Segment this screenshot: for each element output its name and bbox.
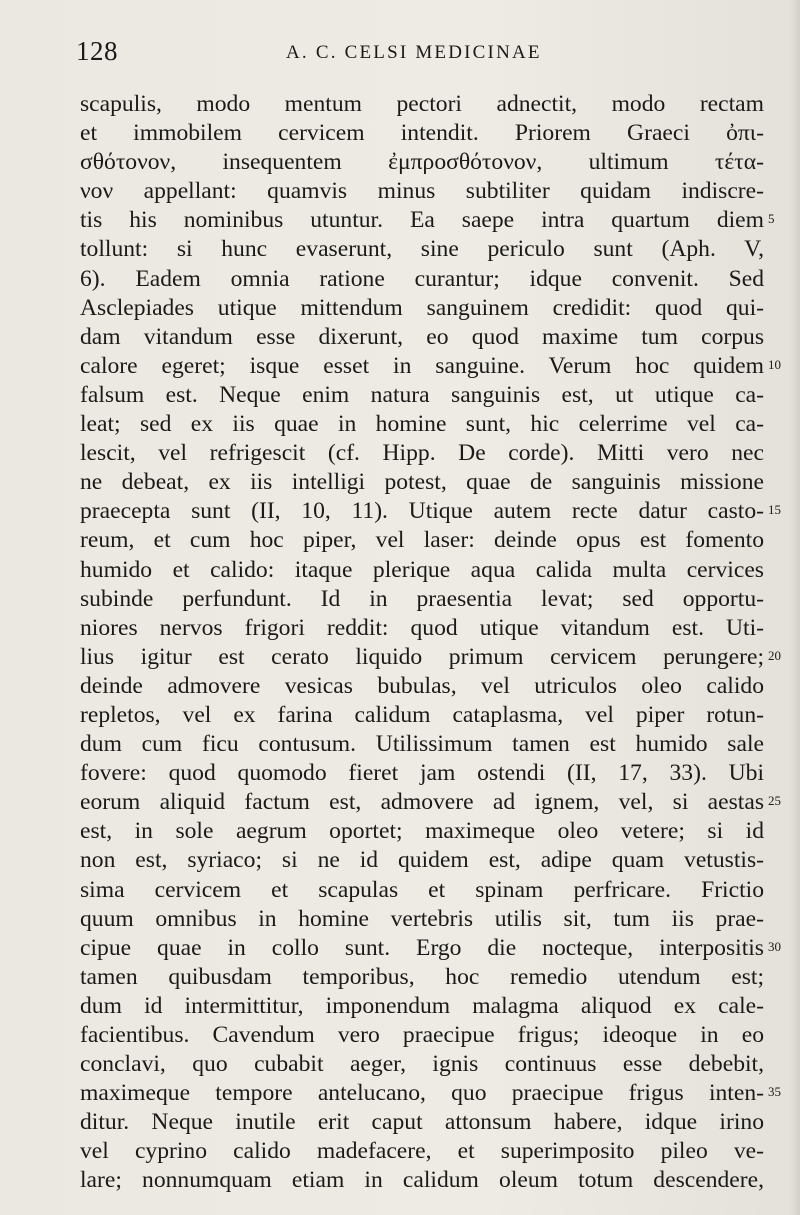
text-line bbox=[80, 410, 764, 439]
line-text: sima cervicem et scapulas et spinam perfricare. Frictio bbox=[80, 876, 764, 903]
line-number: 30 bbox=[768, 938, 781, 954]
line-number: 35 bbox=[768, 1084, 781, 1100]
line-text: non est, syriaco; si ne id quidem est, adipe quam vetustis- bbox=[80, 847, 764, 874]
text-line bbox=[80, 963, 764, 992]
line-text: fovere: quod quomodo fieret jam ostendi (II, 17, 33). Ubi bbox=[80, 760, 764, 787]
text-line bbox=[80, 759, 764, 788]
text-line bbox=[80, 119, 764, 148]
line-number: 15 bbox=[768, 502, 781, 518]
line-text: humido et calido: itaque plerique aqua calida multa cervices bbox=[80, 556, 764, 583]
line-text: eorum aliquid factum est, admovere ad ignem, vel, si aestas bbox=[80, 789, 764, 816]
text-line bbox=[80, 1021, 764, 1050]
text-line bbox=[80, 381, 764, 410]
text-line bbox=[80, 323, 764, 352]
line-number: 20 bbox=[768, 647, 781, 663]
line-text: subinde perfundunt. Id in praesentia levat; sed opportu- bbox=[80, 585, 764, 612]
body-text bbox=[80, 90, 781, 1196]
text-line bbox=[80, 148, 764, 177]
line-text: tamen quibusdam temporibus, hoc remedio utendum est; bbox=[80, 963, 764, 990]
text-line bbox=[80, 701, 764, 730]
line-text: conclavi, quo cubabit aeger, ignis continuus esse debebit, bbox=[80, 1051, 764, 1078]
line-text: calore egeret; isque esset in sanguine. Verum hoc quidem bbox=[80, 352, 764, 379]
line-text: 6). Eadem omnia ratione curantur; idque convenit. Sed bbox=[80, 265, 764, 292]
page-number: 128 bbox=[76, 36, 118, 66]
text-line bbox=[80, 265, 764, 294]
line-text: ditur. Neque inutile erit caput attonsum habere, idque irino bbox=[80, 1109, 764, 1136]
text-line bbox=[80, 730, 764, 759]
text-line bbox=[80, 177, 764, 206]
line-text: deinde admovere vesicas bubulas, vel utriculos oleo calido bbox=[80, 672, 764, 699]
line-text: ne debeat, ex iis intelligi potest, quae de sanguinis missione bbox=[80, 469, 764, 496]
line-text: lescit, vel refrigescit (cf. Hipp. De corde). Mitti vero nec bbox=[80, 440, 764, 467]
text-line bbox=[80, 556, 764, 585]
line-text: niores nervos frigori reddit: quod utique vitandum est. Uti- bbox=[80, 614, 764, 641]
line-text: dum cum ficu contusum. Utilissimum tamen est humido sale bbox=[80, 731, 764, 758]
line-text: dam vitandum esse dixerunt, eo quod maxime tum corpus bbox=[80, 323, 764, 350]
line-text: dum id intermittitur, imponendum malagma aliquod ex cale- bbox=[80, 992, 764, 1019]
text-line bbox=[80, 905, 764, 934]
text-line bbox=[80, 206, 775, 235]
text-line bbox=[80, 90, 764, 119]
line-number: 25 bbox=[768, 793, 781, 809]
text-line bbox=[80, 1166, 764, 1195]
running-title: A. C. CELSI MEDICINAE bbox=[286, 42, 542, 63]
text-line bbox=[80, 1108, 764, 1137]
text-line bbox=[80, 992, 764, 1021]
line-text: quum omnibus in homine vertebris utilis sit, tum iis prae- bbox=[80, 905, 764, 932]
line-text: praecepta sunt (II, 10, 11). Utique autem recte datur casto- bbox=[80, 498, 764, 525]
text-line bbox=[80, 934, 781, 963]
page-header bbox=[76, 36, 766, 70]
line-number: 10 bbox=[768, 356, 781, 372]
text-line bbox=[80, 439, 764, 468]
line-text: falsum est. Neque enim natura sanguinis est, ut utique ca- bbox=[80, 381, 764, 408]
line-text: σθότονον, insequentem ἐμπροσθότονον, ultimum τέτα- bbox=[80, 149, 764, 176]
line-text: tis his nominibus utuntur. Ea saepe intra quartum diem bbox=[80, 207, 764, 234]
text-line bbox=[80, 788, 781, 817]
line-number: 5 bbox=[768, 211, 775, 227]
text-line bbox=[80, 294, 764, 323]
text-line bbox=[80, 846, 764, 875]
text-line bbox=[80, 672, 764, 701]
text-line bbox=[80, 585, 764, 614]
text-line bbox=[80, 1079, 781, 1108]
line-text: et immobilem cervicem intendit. Priorem Graeci ὀπι- bbox=[80, 120, 764, 147]
line-text: repletos, vel ex farina calidum cataplasma, vel piper rotun- bbox=[80, 701, 764, 728]
text-line bbox=[80, 817, 764, 846]
text-line bbox=[80, 497, 781, 526]
line-text: tollunt: si hunc evaserunt, sine periculo sunt (Aph. V, bbox=[80, 236, 764, 263]
line-text: cipue quae in collo sunt. Ergo die nocteque, interpositis bbox=[80, 934, 764, 961]
line-text: scapulis, modo mentum pectori adnectit, modo rectam bbox=[80, 91, 764, 117]
text-line bbox=[80, 614, 764, 643]
text-line bbox=[80, 468, 764, 497]
line-text: lius igitur est cerato liquido primum cervicem perungere; bbox=[80, 643, 764, 670]
line-text: νον appellant: quamvis minus subtiliter quidam indiscre- bbox=[80, 178, 764, 205]
text-line bbox=[80, 876, 764, 905]
line-text: maximeque tempore antelucano, quo praecipue frigus inten- bbox=[80, 1080, 764, 1107]
line-text: lare; nonnumquam etiam in calidum oleum totum descendere, bbox=[80, 1167, 764, 1194]
text-line bbox=[80, 235, 764, 264]
line-text: facientibus. Cavendum vero praecipue frigus; ideoque in eo bbox=[80, 1022, 764, 1048]
text-line bbox=[80, 643, 781, 672]
text-line bbox=[80, 526, 764, 555]
text-line bbox=[80, 1137, 764, 1166]
line-text: Asclepiades utique mittendum sanguinem credidit: quod qui- bbox=[80, 294, 764, 321]
line-text: vel cyprino calido madefacere, et superimposito pileo ve- bbox=[80, 1138, 764, 1165]
text-line bbox=[80, 1050, 764, 1079]
text-line bbox=[80, 352, 781, 381]
line-text: reum, et cum hoc piper, vel laser: deinde opus est fomento bbox=[80, 527, 764, 554]
page-edge-shadow bbox=[790, 0, 800, 1215]
line-text: leat; sed ex iis quae in homine sunt, hic celerrime vel ca- bbox=[80, 411, 764, 438]
line-text: est, in sole aegrum oportet; maximeque oleo vetere; si id bbox=[80, 818, 764, 845]
